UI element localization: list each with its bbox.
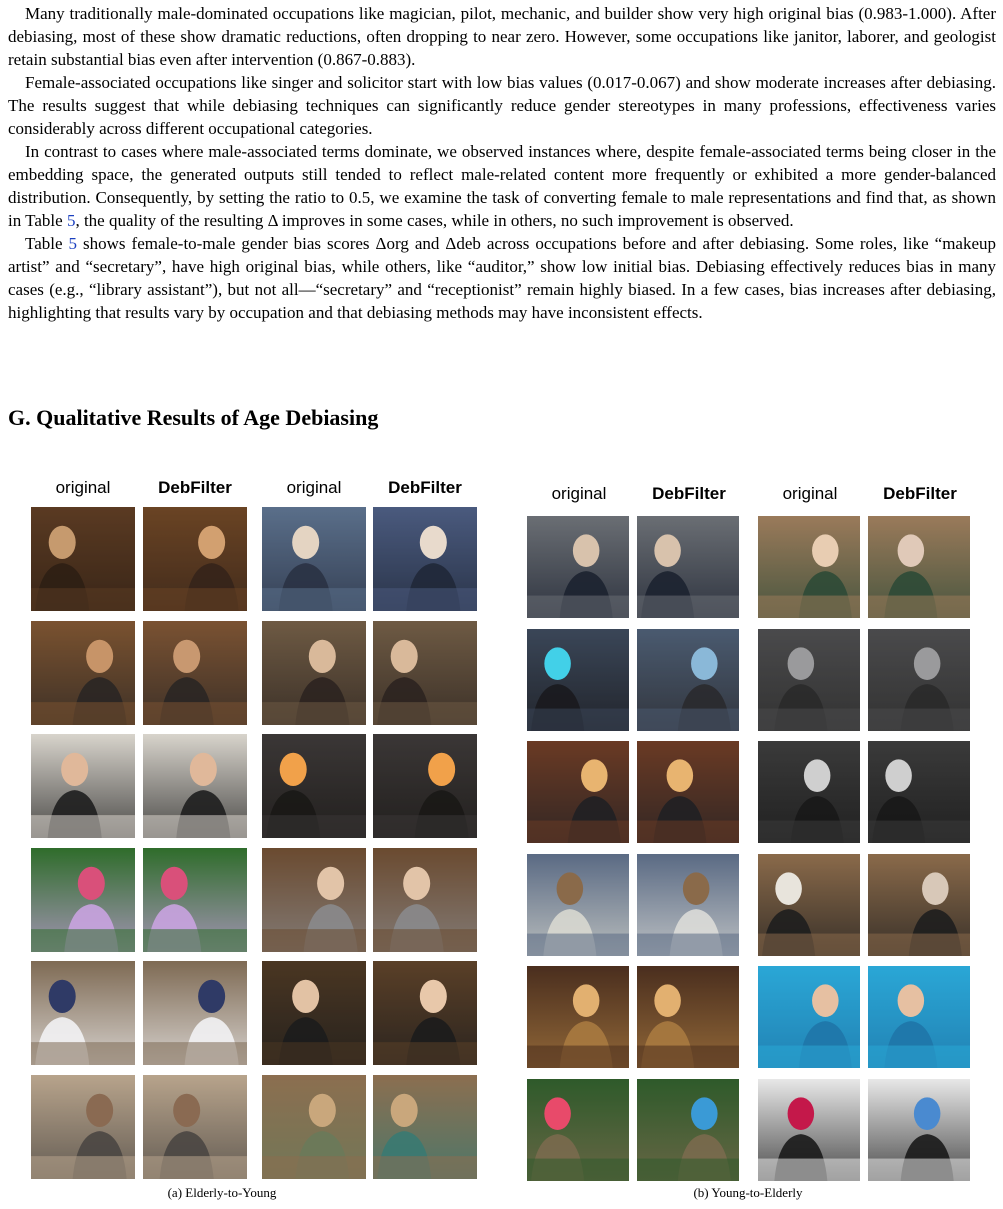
original-image	[758, 516, 860, 618]
debfilter-image	[373, 848, 477, 952]
debfilter-image	[373, 621, 477, 725]
debfilter-image	[637, 966, 739, 1068]
table-reference-link[interactable]: 5	[68, 234, 78, 253]
original-image	[31, 1075, 135, 1179]
label-debfilter: DebFilter	[883, 484, 957, 503]
debfilter-image	[637, 741, 739, 843]
debfilter-image	[637, 629, 739, 731]
original-image	[758, 1079, 860, 1181]
debfilter-image	[868, 1079, 970, 1181]
original-image	[262, 507, 366, 611]
debfilter-image	[143, 734, 247, 838]
debfilter-image	[868, 741, 970, 843]
label-original: original	[286, 478, 342, 497]
debfilter-image	[868, 516, 970, 618]
debfilter-image	[373, 507, 477, 611]
original-image	[31, 734, 135, 838]
debfilter-image	[868, 854, 970, 956]
original-image	[758, 741, 860, 843]
debfilter-image	[143, 848, 247, 952]
paragraph-occupations: Many traditionally male-dominated occupations like magician, pilot, mechanic, and builder show very high original bias (0.983-1.000). After debiasing, most of these show dramatic reductions, often dropping to near zero. However, some occupations like janitor, laborer, and geologist retain substantial bias even after intervention (0.867-0.883).	[8, 4, 996, 69]
original-image	[31, 621, 135, 725]
debfilter-image	[143, 621, 247, 725]
label-debfilter: DebFilter	[652, 484, 726, 503]
paragraph-table-summary: Table 5 shows female-to-male gender bias scores Δorg and Δdeb across occupations before and after debiasing. Some roles, like “makeup artist” and “secretary”, have high original bias, while others, like “auditor,” show low initial bias. Debiasing effectively reduces bias in many cases (e.g., “library assistant”), but not all—“secretary” and “receptionist” remain highly biased. In a few cases, bias increases after debiasing, highlighting that results vary by occupation and that debiasing methods may have inconsistent effects.	[8, 234, 997, 322]
original-image	[527, 516, 629, 618]
debfilter-image	[143, 507, 247, 611]
paragraph-female-occupations: Female-associated occupations like singer and solicitor start with low bias values (0.017-0.067) and show moderate increases after debiasing. The results suggest that while debiasing techniques can significantly reduce gender stereotypes in many professions, effectiveness varies considerably across different occupational categories.	[8, 73, 996, 138]
body-text	[8, 2, 996, 324]
section-heading: G. Qualitative Results of Age Debiasing	[8, 405, 379, 430]
original-image	[527, 854, 629, 956]
original-image	[527, 629, 629, 731]
original-image	[262, 848, 366, 952]
original-image	[262, 734, 366, 838]
original-image	[527, 741, 629, 843]
original-image	[758, 629, 860, 731]
original-image	[262, 1075, 366, 1179]
label-original: original	[55, 478, 111, 497]
original-image	[31, 961, 135, 1065]
original-image	[262, 621, 366, 725]
debfilter-image	[868, 966, 970, 1068]
label-original: original	[782, 484, 838, 503]
label-original: original	[551, 484, 607, 503]
original-image	[31, 848, 135, 952]
caption-young-to-elderly: (b) Young-to-Elderly	[693, 1185, 803, 1200]
original-image	[527, 966, 629, 1068]
debfilter-image	[373, 1075, 477, 1179]
original-image	[527, 1079, 629, 1181]
label-debfilter: DebFilter	[388, 478, 462, 497]
caption-elderly-to-young: (a) Elderly-to-Young	[167, 1185, 277, 1200]
original-image	[262, 961, 366, 1065]
debfilter-image	[143, 1075, 247, 1179]
original-image	[758, 854, 860, 956]
debfilter-image	[637, 1079, 739, 1181]
label-debfilter: DebFilter	[158, 478, 232, 497]
debfilter-image	[868, 629, 970, 731]
debfilter-image	[143, 961, 247, 1065]
table-reference-link[interactable]: 5	[66, 211, 76, 230]
debfilter-image	[373, 734, 477, 838]
original-image	[31, 507, 135, 611]
debfilter-image	[637, 854, 739, 956]
original-image	[758, 966, 860, 1068]
debfilter-image	[637, 516, 739, 618]
paragraph-contrast: In contrast to cases where male-associated terms dominate, we observed instances where, despite female-associated terms being closer in the embedding space, the generated outputs still tended to reflect male-related content more frequently or exhibited a more gender-balanced distribution. Consequently, by setting the ratio to 0.5, we examine the task of converting female to male representations and find that, as shown in Table 5, the quality of the resulting Δ improves in some cases, while in others, no such improvement is observed.	[8, 142, 996, 230]
debfilter-image	[373, 961, 477, 1065]
